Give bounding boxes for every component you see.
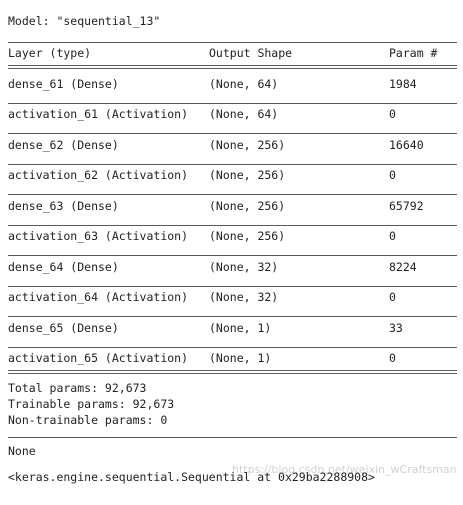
row-divider	[8, 164, 457, 165]
layer-name: activation_61 (Activation)	[8, 107, 189, 121]
csdn-watermark: https://blog.csdn.net/weixin_wCraftsman	[232, 463, 457, 476]
header-divider	[8, 65, 457, 69]
row-divider	[8, 316, 457, 317]
param-count: 0	[389, 351, 396, 365]
output-shape: (None, 256)	[209, 138, 286, 152]
return-value: None	[8, 444, 36, 458]
row-divider	[8, 225, 457, 226]
output-shape: (None, 256)	[209, 168, 286, 182]
row-divider	[8, 255, 457, 256]
layer-name: dense_62 (Dense)	[8, 138, 119, 152]
header-layer-type: Layer (type)	[8, 46, 92, 60]
output-shape: (None, 1)	[209, 351, 272, 365]
output-shape: (None, 32)	[209, 260, 279, 274]
param-count: 0	[389, 229, 396, 243]
output-shape: (None, 256)	[209, 199, 286, 213]
layer-name: dense_63 (Dense)	[8, 199, 119, 213]
output-shape: (None, 64)	[209, 77, 279, 91]
total-params: Total params: 92,673	[8, 381, 147, 395]
param-count: 33	[389, 321, 403, 335]
model-repr: <keras.engine.sequential.Sequential at 0x29ba2288908>	[8, 470, 375, 484]
layer-name: activation_63 (Activation)	[8, 229, 189, 243]
param-count: 0	[389, 168, 396, 182]
row-divider	[8, 133, 457, 134]
top-divider	[8, 42, 457, 43]
layer-name: dense_64 (Dense)	[8, 260, 119, 274]
param-count: 8224	[389, 260, 417, 274]
non-trainable-params: Non-trainable params: 0	[8, 413, 168, 427]
row-divider	[8, 194, 457, 195]
header-param-count: Param #	[389, 46, 438, 60]
trainable-params: Trainable params: 92,673	[8, 397, 175, 411]
header-output-shape: Output Shape	[209, 46, 293, 60]
param-count: 65792	[389, 199, 424, 213]
param-count: 1984	[389, 77, 417, 91]
layer-name: dense_61 (Dense)	[8, 77, 119, 91]
param-count: 0	[389, 290, 396, 304]
layer-name: dense_65 (Dense)	[8, 321, 119, 335]
bottom-divider	[8, 437, 457, 438]
output-shape: (None, 32)	[209, 290, 279, 304]
param-count: 16640	[389, 138, 424, 152]
param-count: 0	[389, 107, 396, 121]
row-divider	[8, 286, 457, 287]
layer-name: activation_64 (Activation)	[8, 290, 189, 304]
model-name-line: Model: "sequential_13"	[8, 14, 161, 28]
output-shape: (None, 64)	[209, 107, 279, 121]
totals-divider	[8, 370, 457, 374]
layer-name: activation_65 (Activation)	[8, 351, 189, 365]
row-divider	[8, 103, 457, 104]
layer-name: activation_62 (Activation)	[8, 168, 189, 182]
output-shape: (None, 256)	[209, 229, 286, 243]
row-divider	[8, 347, 457, 348]
output-shape: (None, 1)	[209, 321, 272, 335]
